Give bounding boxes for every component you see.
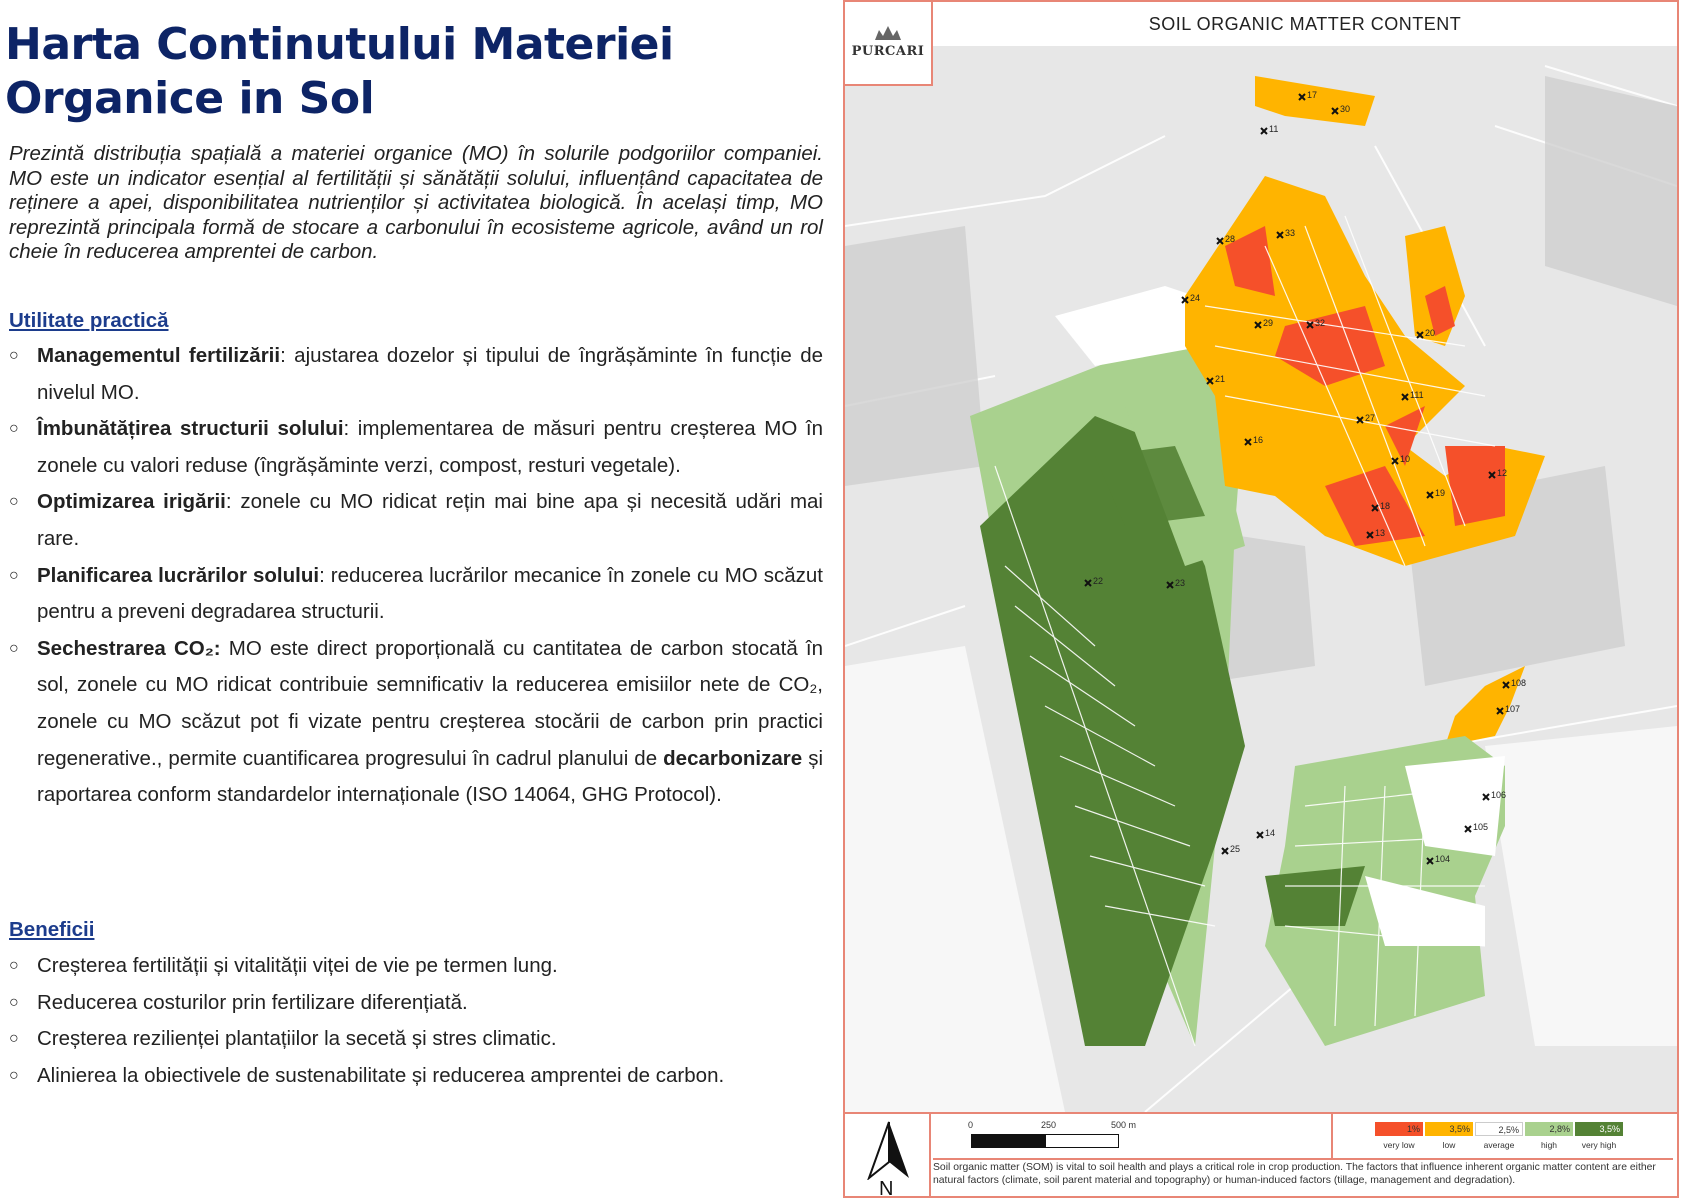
list-item bbox=[9, 1021, 823, 1058]
bullet-icon: ○ bbox=[9, 566, 19, 584]
scale-black bbox=[971, 1134, 1045, 1148]
plot-label: 23 bbox=[1175, 578, 1186, 588]
item-bold: Optimizarea irigării bbox=[37, 490, 226, 514]
item-bold: Îmbunătățirea structurii solului bbox=[37, 417, 344, 441]
north-letter: N bbox=[879, 1178, 894, 1198]
legend-swatch: 2,5% bbox=[1475, 1122, 1523, 1136]
plot-label: 29 bbox=[1263, 318, 1274, 328]
north-arrow bbox=[845, 1114, 931, 1198]
logo-box bbox=[845, 2, 933, 86]
bullet-icon: ○ bbox=[9, 1066, 19, 1084]
utilitate-heading: Utilitate practică bbox=[9, 309, 169, 332]
bullet-icon: ○ bbox=[9, 493, 19, 511]
plot-label: 104 bbox=[1435, 854, 1451, 864]
bullet-icon: ○ bbox=[9, 957, 19, 974]
item-text: Creșterea fertilității și vitalității viței de vie pe termen lung. bbox=[37, 954, 558, 977]
legend-swatch: 1% bbox=[1375, 1122, 1423, 1136]
bullet-icon: ○ bbox=[9, 420, 19, 438]
legend-label: very high bbox=[1581, 1140, 1617, 1150]
plot-label: 107 bbox=[1505, 704, 1521, 714]
plot-label: 17 bbox=[1307, 90, 1318, 100]
plot-label: 106 bbox=[1491, 790, 1507, 800]
plot-label: 20 bbox=[1425, 328, 1436, 338]
plot-label: 13 bbox=[1375, 528, 1386, 538]
item-bold: Sechestrarea CO₂: bbox=[37, 636, 221, 660]
legend-label: low bbox=[1442, 1140, 1456, 1150]
map-drawing bbox=[845, 46, 1677, 1112]
brand-logo: PURCARI bbox=[851, 44, 925, 59]
plot-label: 19 bbox=[1435, 488, 1446, 498]
scale-label: 0 bbox=[968, 1120, 974, 1130]
plot-label: 33 bbox=[1285, 228, 1296, 238]
list-item bbox=[9, 558, 823, 631]
plot-label: 32 bbox=[1315, 318, 1326, 328]
crest-icon bbox=[873, 24, 903, 42]
scale-bar bbox=[933, 1114, 1373, 1160]
plot-label: 10 bbox=[1400, 454, 1411, 464]
item-text: : implementarea de măsuri pentru creșterea MO în zonele cu valori reduse (îngrășăminte verzi, compost, resturi vegetale). bbox=[37, 417, 823, 477]
plot-label: 16 bbox=[1253, 435, 1264, 445]
plot-label: 14 bbox=[1265, 828, 1276, 838]
utilitate-list bbox=[9, 338, 823, 814]
item-text: și raportarea conform standardelor internaționale (ISO 14064, GHG Protocol). bbox=[37, 746, 824, 807]
item-text: : reducerea lucrărilor mecanice în zonele cu MO scăzut pentru a preveni degradarea structurii. bbox=[37, 563, 823, 624]
scale-label: 250 bbox=[1041, 1120, 1057, 1130]
legend-label: average bbox=[1483, 1140, 1515, 1150]
legend bbox=[1331, 1114, 1677, 1160]
plot-label: 24 bbox=[1190, 293, 1201, 303]
plot-label: 27 bbox=[1365, 413, 1376, 423]
legend-swatch: 3,5% bbox=[1575, 1122, 1623, 1136]
item-text: Creșterea rezilienței plantațiilor la secetă și stres climatic. bbox=[37, 1027, 557, 1051]
intro-paragraph: Prezintă distribuția spațială a materiei organice (MO) în solurile podgoriilor companiei. MO este un indicator esențial al fertilității și sănătății solului, influențând capacitatea de reținere a apei, disponibilitatea nutrienților și activitatea biologică. În același timp, MO reprezintă principala formă de stocare a carbonului în ecosisteme agricole, având un rol cheie în reducerea amprentei de carbon. bbox=[9, 142, 823, 264]
plot-label: 28 bbox=[1225, 234, 1236, 244]
plot-label: 30 bbox=[1340, 104, 1351, 114]
legend-label: high bbox=[1540, 1140, 1558, 1150]
legend-swatch: 2,8% bbox=[1525, 1122, 1573, 1136]
bullet-icon: ○ bbox=[9, 1030, 19, 1048]
legend-swatch: 3,5% bbox=[1425, 1122, 1473, 1136]
list-item bbox=[9, 411, 823, 484]
item-text: MO este direct proporțională cu cantitatea de carbon stocată în sol, zonele cu MO ridicat contribuie semnificativ la reducerea emisiilor nete de CO₂, zonele cu MO scăzut pot fi vizate pentru creșterea stocării de carbon prin practici regenerative., permite cuantificarea progresului în cadrul planului de bbox=[37, 636, 824, 770]
plot-label: 21 bbox=[1215, 374, 1226, 384]
plot-label: 25 bbox=[1230, 844, 1241, 854]
north-arrow-icon bbox=[859, 1120, 919, 1180]
left-panel bbox=[0, 0, 830, 1200]
item-bold: decarbonizare bbox=[663, 746, 803, 770]
plot-label: 105 bbox=[1473, 822, 1489, 832]
plot-label: 11 bbox=[1269, 124, 1279, 134]
item-text: Alinierea la obiectivele de sustenabilitate și reducerea amprentei de carbon. bbox=[37, 1063, 725, 1087]
list-item bbox=[9, 338, 823, 411]
list-item bbox=[9, 631, 823, 814]
item-bold: Managementul fertilizării bbox=[37, 344, 281, 367]
list-item bbox=[9, 948, 823, 985]
scale-white bbox=[1045, 1134, 1119, 1148]
map-canvas bbox=[845, 46, 1677, 1112]
scale-label: 500 m bbox=[1111, 1120, 1137, 1130]
map-title: SOIL ORGANIC MATTER CONTENT bbox=[1148, 14, 1462, 34]
list-item bbox=[9, 985, 823, 1022]
plot-label: 111 bbox=[1410, 390, 1424, 400]
zone-very-low-e bbox=[1445, 446, 1508, 526]
beneficii-list bbox=[9, 948, 823, 1094]
plot-label: 12 bbox=[1497, 468, 1508, 478]
list-item bbox=[9, 484, 823, 557]
map-header bbox=[845, 2, 1677, 48]
item-text: : zonele cu MO ridicat rețin mai bine apa și necesită udări mai rare. bbox=[37, 490, 823, 550]
bullet-icon: ○ bbox=[9, 993, 19, 1011]
plot-label: 22 bbox=[1093, 576, 1104, 586]
bullet-icon: ○ bbox=[9, 347, 19, 364]
item-text: Reducerea costurilor prin fertilizare diferențiată. bbox=[37, 990, 468, 1014]
map-note: Soil organic matter (SOM) is vital to soil health and plays a critical role in crop production. The factors that influence inherent organic matter content are either natural factors (climate, soil parent material and topography) or human-induced factors (tillage, management and degradation). bbox=[933, 1158, 1673, 1187]
item-text: : ajustarea dozelor și tipului de îngrășăminte în funcție de nivelul MO. bbox=[37, 344, 824, 404]
map-footer bbox=[845, 1112, 1677, 1198]
plot-label: 18 bbox=[1380, 501, 1391, 511]
soil-map bbox=[843, 0, 1679, 1198]
item-bold: Planificarea lucrărilor solului bbox=[37, 563, 320, 587]
list-item bbox=[9, 1058, 823, 1095]
legend-label: very low bbox=[1383, 1140, 1415, 1150]
plot-label: 108 bbox=[1511, 678, 1527, 688]
beneficii-heading: Beneficii bbox=[9, 918, 95, 941]
page-title: Harta Continutului Materiei Organice in Sol bbox=[5, 19, 674, 124]
bullet-icon: ○ bbox=[9, 639, 19, 657]
